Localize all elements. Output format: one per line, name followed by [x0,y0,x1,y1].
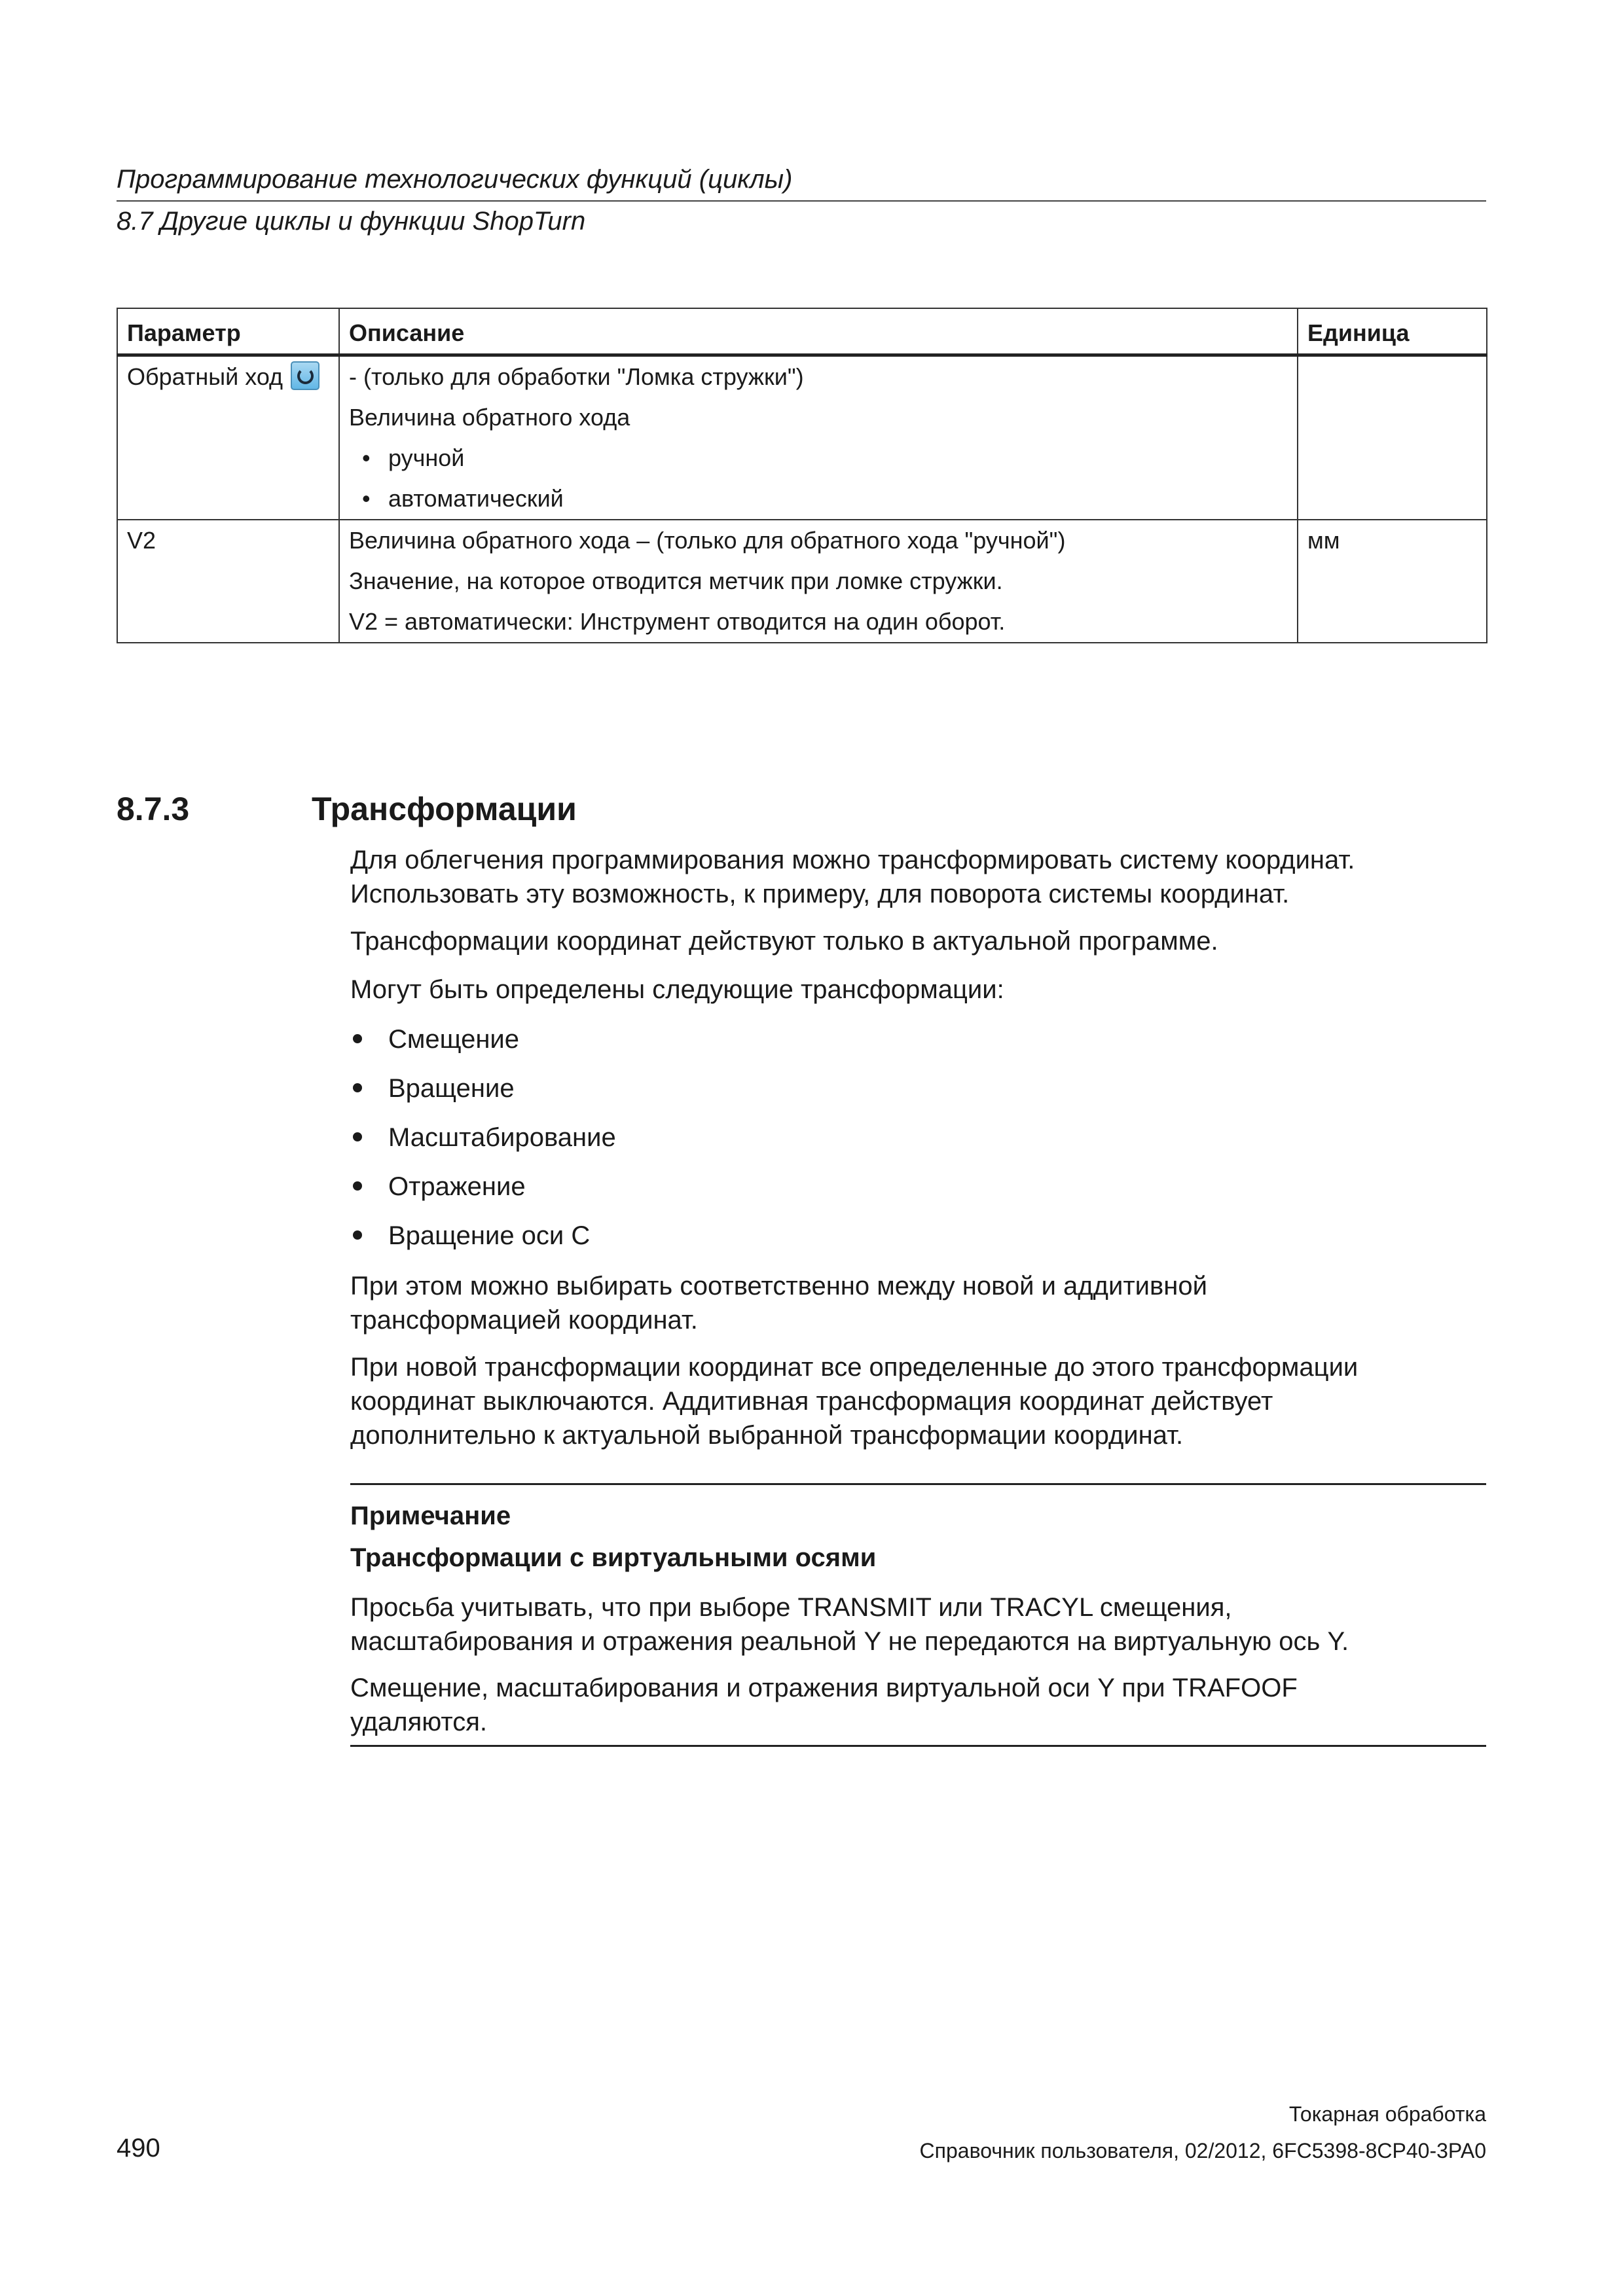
paragraph-line: удаляются. [350,1708,488,1736]
list-item-text: Вращение оси C [388,1221,591,1250]
parameter-table [117,308,1487,643]
unit-cell: мм [1298,520,1487,643]
list-item [350,1170,526,1204]
column-header-unit: Единица [1298,308,1487,355]
desc-bullet: • ручной [349,438,1288,478]
header-divider [117,200,1486,202]
list-item-text: Вращение [388,1074,515,1103]
bullet-icon [353,1132,362,1141]
desc-line: Величина обратного хода [349,404,630,431]
paragraph-line: Просьба учитывать, что при выборе TRANSMIT или TRACYL смещения, [350,1593,1232,1622]
bullet-icon [353,1181,362,1191]
paragraph [350,843,1486,911]
paragraph-line: Смещение, масштабирования и отражения виртуальной оси Y при TRAFOOF [350,1674,1298,1702]
desc-bullet: • автоматический [349,478,1288,519]
paragraph-line: Трансформации координат действуют только в актуальной программе. [350,927,1218,956]
desc-line: - (только для обработки "Ломка стружки") [349,363,804,390]
paragraph-line: координат выключаются. Аддитивная трансформация координат действует [350,1387,1273,1416]
running-header-chapter: Программирование технологических функций (циклы) [117,165,793,194]
table-header-row [117,308,1487,355]
param-name: Обратный ход [127,363,283,390]
paragraph-line: При этом можно выбирать соответственно между новой и аддитивной [350,1272,1207,1300]
table-row [117,520,1487,643]
list-item [350,1121,616,1155]
footer-product: Токарная обработка [1288,2102,1486,2126]
paragraph-line: трансформацией координат. [350,1306,698,1335]
column-header-desc: Описание [339,308,1298,355]
bullet-icon [353,1083,362,1092]
footer-manual-info: Справочник пользователя, 02/2012, 6FC5398-8CP40-3PA0 [919,2139,1486,2162]
bullet-icon [353,1230,362,1240]
note-paragraph [350,1671,1486,1739]
desc-line: Величина обратного хода – (только для обратного хода "ручной") [349,527,1066,554]
list-item-text: Масштабирование [388,1123,616,1152]
running-header-section: 8.7 Другие циклы и функции ShopTurn [117,207,586,236]
list-item-text: Отражение [388,1172,526,1201]
list-item [350,1219,590,1253]
param-name-line [127,357,329,397]
note-label: Примечание [350,1501,511,1530]
paragraph [350,973,1486,1007]
section-title: Трансформации [312,791,577,827]
paragraph [350,1269,1486,1337]
section-number: 8.7.3 [117,791,190,827]
param-cell: V2 [117,520,339,643]
paragraph-line: При новой трансформации координат все определенные до этого трансформации [350,1353,1359,1382]
note-title: Трансформации с виртуальными осями [350,1543,877,1572]
column-header-param: Параметр [117,308,339,355]
unit-cell [1298,355,1487,520]
paragraph-line: Для облегчения программирования можно трансформировать систему координат. [350,846,1355,874]
desc-line: Значение, на которое отводится метчик при ломке стружки. [349,567,1003,594]
paragraph [350,924,1486,958]
note-bottom-rule [350,1745,1486,1747]
paragraph-line: Могут быть определены следующие трансформации: [350,975,1004,1004]
note-paragraph [350,1590,1486,1659]
retract-icon [291,361,319,390]
paragraph-line: масштабирования и отражения реальной Y не передаются на виртуальную ось Y. [350,1627,1349,1656]
paragraph-line: дополнительно к актуальной выбранной трансформации координат. [350,1421,1184,1450]
list-item [350,1022,519,1056]
param-cell [117,355,339,520]
desc-cell [339,355,1298,520]
desc-line: V2 = автоматически: Инструмент отводится на один оборот. [349,608,1006,635]
list-item-text: Смещение [388,1025,520,1054]
page-number: 490 [117,2134,160,2162]
paragraph-line: Использовать эту возможность, к примеру, для поворота системы координат. [350,880,1290,908]
note-top-rule [350,1483,1486,1485]
bullet-icon [353,1034,362,1043]
paragraph [350,1350,1486,1452]
table-row [117,355,1487,520]
desc-cell [339,520,1298,643]
list-item [350,1071,515,1105]
